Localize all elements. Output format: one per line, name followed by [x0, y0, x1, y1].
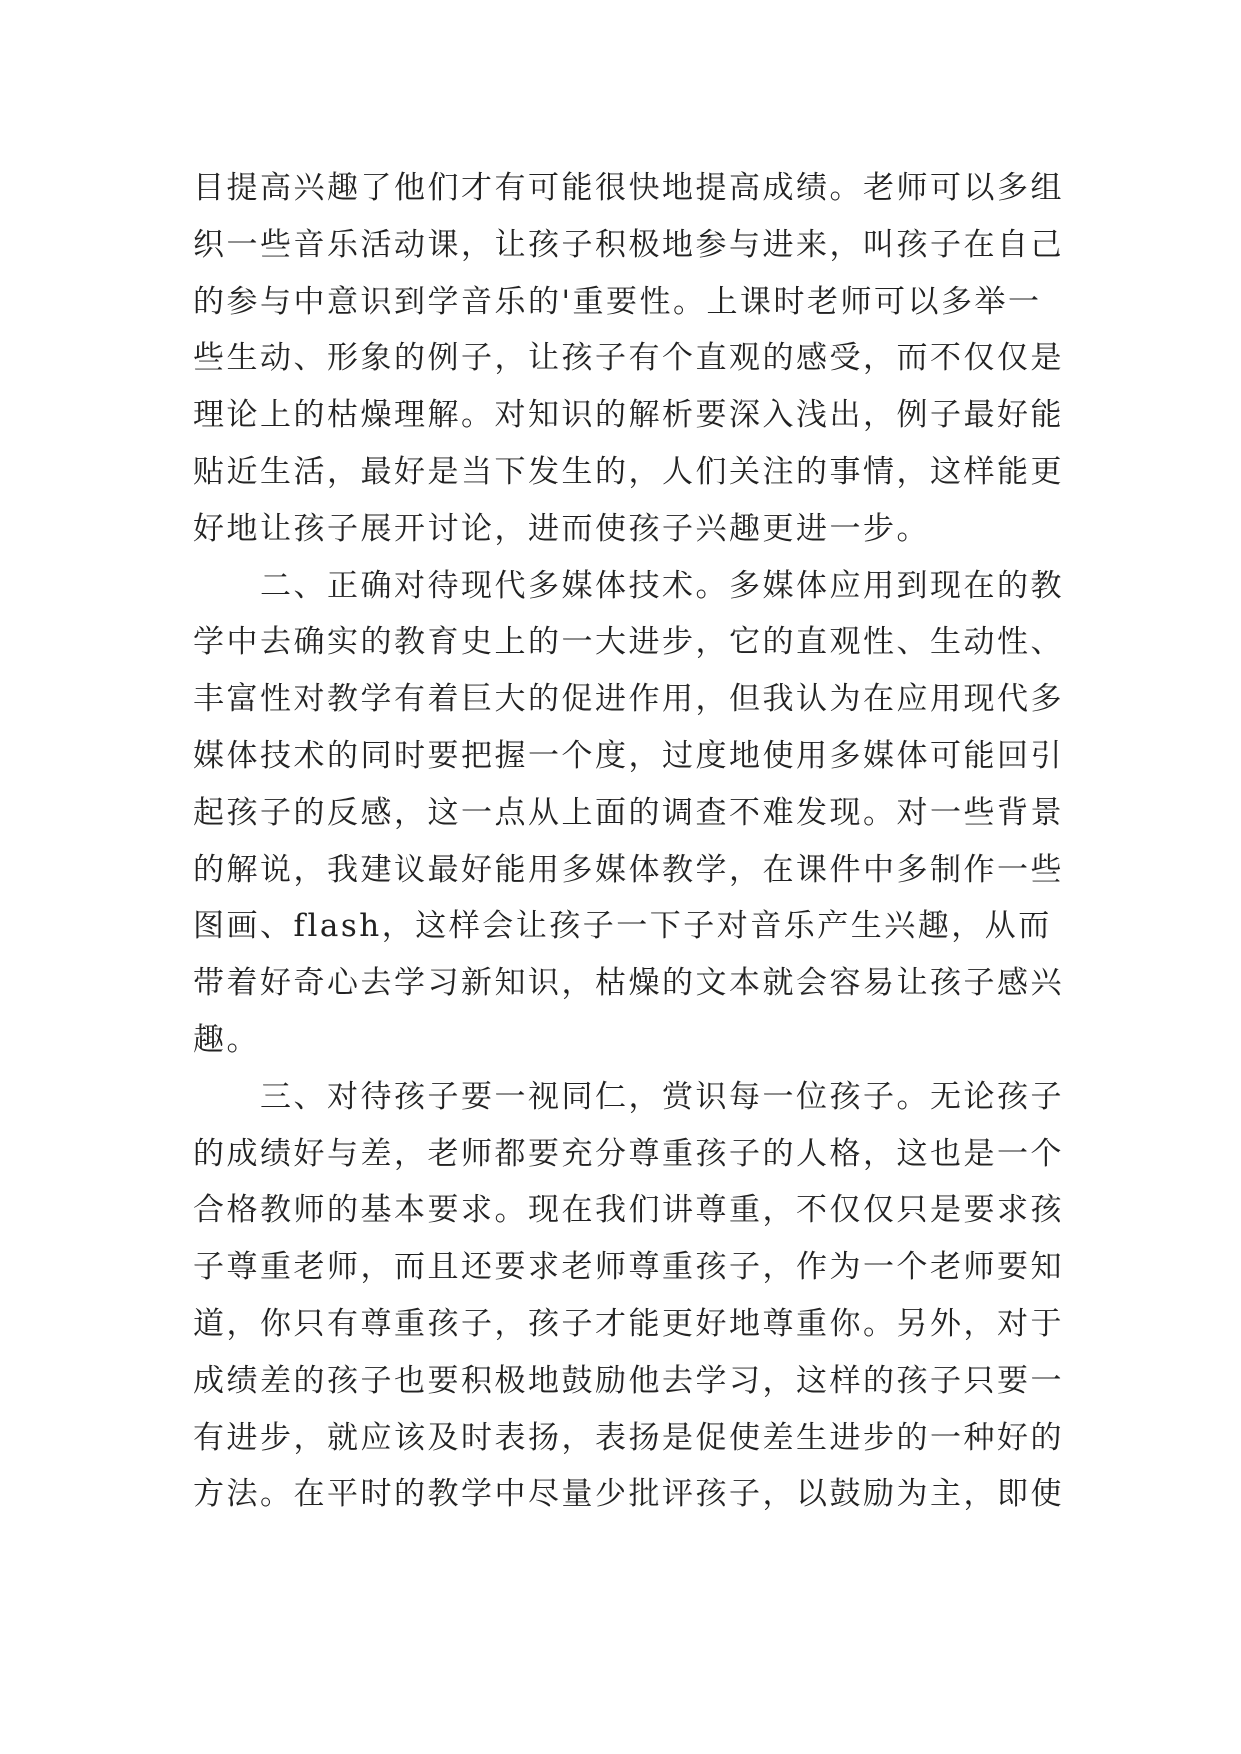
- text-line: 理论上的枯燥理解。对知识的解析要深入浅出，例子最好能: [193, 397, 1064, 434]
- body-text: [193, 160, 1073, 1523]
- text-line: 合格教师的基本要求。现在我们讲尊重，不仅仅只是要求孩: [193, 1192, 1064, 1229]
- text-line: 丰富性对教学有着巨大的促进作用，但我认为在应用现代多: [193, 681, 1064, 718]
- text-line: 些生动、形象的例子，让孩子有个直观的感受，而不仅仅是: [193, 340, 1064, 377]
- text-line: 的成绩好与差，老师都要充分尊重孩子的人格，这也是一个: [193, 1135, 1064, 1172]
- text-line: 方法。在平时的教学中尽量少批评孩子，以鼓励为主，即使: [193, 1476, 1064, 1513]
- text-line: 道，你只有尊重孩子，孩子才能更好地尊重你。另外，对于: [193, 1305, 1064, 1342]
- text-line: 学中去确实的教育史上的一大进步，它的直观性、生动性、: [193, 624, 1064, 661]
- text-line: 好地让孩子展开讨论，进而使孩子兴趣更进一步。: [193, 510, 930, 547]
- text-line: 图画、flash，这样会让孩子一下子对音乐产生兴趣，从而: [193, 908, 1052, 945]
- text-line: 起孩子的反感，这一点从上面的调查不难发现。对一些背景: [193, 794, 1064, 831]
- text-line: 趣。: [193, 1021, 260, 1058]
- paragraph-start-line: 三、对待孩子要一视同仁，赏识每一位孩子。无论孩子: [193, 1078, 1064, 1115]
- text-line: 贴近生活，最好是当下发生的，人们关注的事情，这样能更: [193, 453, 1064, 490]
- text-line: 子尊重老师，而且还要求老师尊重孩子，作为一个老师要知: [193, 1249, 1064, 1286]
- text-line: 的参与中意识到学音乐的'重要性。上课时老师可以多举一: [193, 283, 1042, 320]
- text-line: 的解说，我建议最好能用多媒体教学，在课件中多制作一些: [193, 851, 1064, 888]
- text-line: 有进步，就应该及时表扬，表扬是促使差生进步的一种好的: [193, 1419, 1064, 1456]
- text-line: 成绩差的孩子也要积极地鼓励他去学习，这样的孩子只要一: [193, 1362, 1064, 1399]
- paragraph-start-line: 二、正确对待现代多媒体技术。多媒体应用到现在的教: [193, 567, 1064, 604]
- text-line: 目提高兴趣了他们才有可能很快地提高成绩。老师可以多组: [193, 170, 1064, 206]
- text-line: 织一些音乐活动课，让孩子积极地参与进来，叫孩子在自己: [193, 226, 1064, 263]
- text-line: 媒体技术的同时要把握一个度，过度地使用多媒体可能回引: [193, 737, 1064, 774]
- text-line: 带着好奇心去学习新知识，枯燥的文本就会容易让孩子感兴: [193, 965, 1064, 1002]
